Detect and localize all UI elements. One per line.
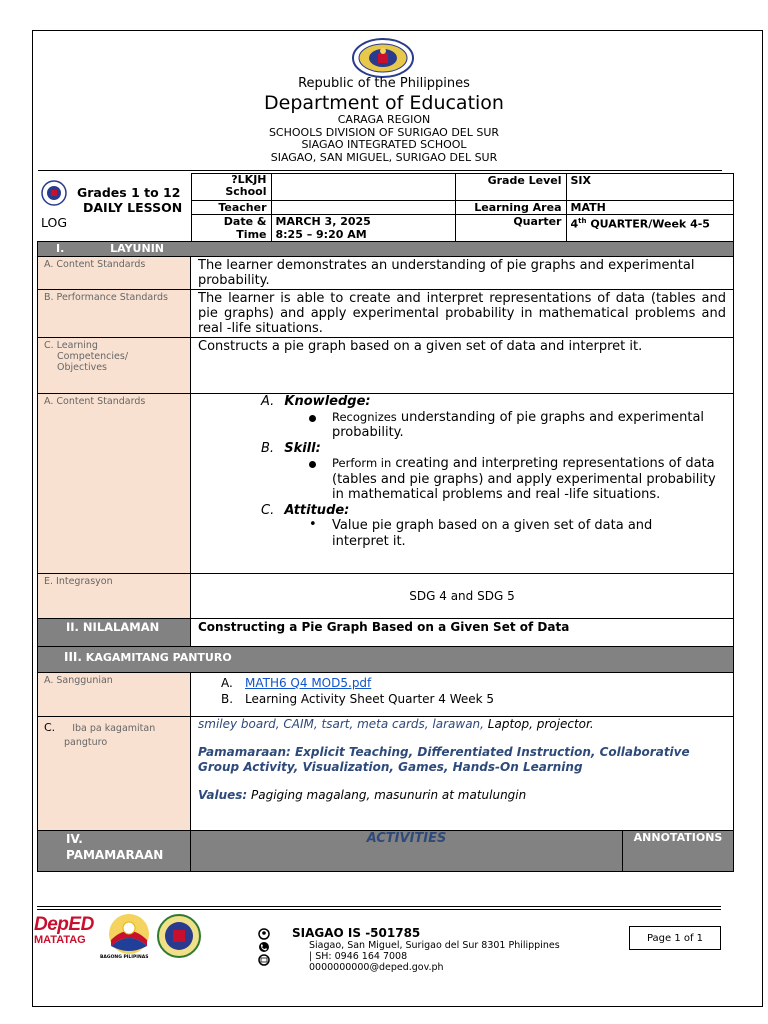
- grades-text: Grades 1 to 12: [77, 184, 181, 200]
- reference-b-letter: B.: [221, 692, 234, 706]
- lesson-plan-table: [37, 241, 734, 872]
- school-id-text: SIAGAO IS -501785: [292, 926, 421, 940]
- quarter-number: 4: [570, 217, 579, 231]
- email-icon: [258, 954, 270, 966]
- contact-icons: [258, 928, 272, 966]
- page-number-box: Page 1 of 1: [629, 926, 721, 950]
- date-time-value[interactable]: [271, 215, 455, 243]
- content-standards-label: A. Content Standards: [38, 257, 191, 290]
- teacher-label: Teacher: [191, 201, 271, 215]
- header-divider: [38, 170, 722, 171]
- iba-label-line1: Iba pa kagamitan: [72, 723, 156, 734]
- materials-line: [198, 717, 726, 732]
- reference-a: [221, 675, 733, 691]
- kagamitang-number: III.: [64, 650, 82, 664]
- knowledge-item: [191, 410, 733, 441]
- dll-text: DAILY LESSON: [83, 199, 183, 215]
- log-text: LOG: [41, 214, 68, 230]
- dll-title-cell: [37, 174, 191, 243]
- materials-text: smiley board, CAIM, tsart, meta cards, larawan,: [198, 717, 484, 731]
- small-bullet-icon: •: [309, 517, 317, 532]
- division-text: SCHOOLS DIVISION OF SURIGAO DEL SUR: [268, 125, 500, 139]
- kagamitang-header: [38, 647, 734, 673]
- time-value: 8:25 – 9:20 AM: [275, 228, 367, 241]
- attitude-letter: C.: [261, 502, 275, 518]
- materials-tail: Laptop, projector.: [483, 717, 594, 731]
- annotations-header: ANNOTATIONS: [623, 831, 734, 872]
- activities-header: ACTIVITIES: [191, 831, 623, 872]
- competencies-label: [38, 338, 191, 394]
- performance-standards-label: B. Performance Standards: [38, 290, 191, 338]
- skill-small-text: Perform in: [332, 456, 392, 470]
- deped-matatag-logo: [34, 914, 94, 946]
- grade-level-label: Grade Level: [455, 174, 566, 201]
- nilalaman-label: II. NILALAMAN: [38, 619, 191, 647]
- sanggunian-cell: [191, 673, 734, 717]
- objectives-label: A. Content Standards: [38, 394, 191, 574]
- skill-label: Skill:: [284, 440, 321, 456]
- date-value: MARCH 3, 2025: [275, 215, 371, 228]
- header-address-block: [0, 114, 768, 164]
- bagong-pilipinas-caption: BAGONG PILIPINAS: [100, 955, 149, 960]
- matatag-logo-text: MATATAG: [34, 934, 86, 946]
- footer-phone: | SH: 0946 164 7008: [309, 951, 408, 962]
- grade-level-value[interactable]: SIX: [566, 174, 733, 201]
- republic-text: Republic of the Philippines: [298, 76, 470, 91]
- learning-area-value[interactable]: MATH: [566, 201, 733, 215]
- performance-standards-text: The learner is able to create and interpret representations of data (tables and pie graphs) and apply experimental probability in mathematical problems and real -life situations.: [191, 290, 734, 338]
- deped-seal-small-icon: [41, 180, 67, 206]
- competencies-label-line2: Competencies/: [57, 351, 129, 362]
- teacher-value[interactable]: [271, 201, 455, 215]
- knowledge-letter: A.: [261, 394, 275, 409]
- division-seal-icon: [157, 912, 201, 960]
- deped-seal-icon: [351, 38, 415, 78]
- layunin-header: [38, 242, 734, 257]
- sanggunian-label: A. Sanggunian: [38, 673, 191, 717]
- integrasyon-text: SDG 4 and SDG 5: [191, 574, 734, 619]
- region-text: CARAGA REGION: [337, 113, 431, 126]
- bullet-icon: [309, 461, 316, 468]
- skill-item: [191, 456, 733, 503]
- department-title: Department of Education: [264, 92, 504, 114]
- footer-divider-top: [37, 906, 721, 907]
- attitude-item: [191, 518, 733, 549]
- competencies-label-line3: Objectives: [57, 362, 107, 373]
- skill-letter: B.: [261, 440, 275, 456]
- knowledge-text: understanding of pie graphs and experimental probability.: [332, 409, 705, 440]
- layunin-number: I.: [56, 242, 65, 255]
- deped-logo-text: DepED: [34, 914, 94, 935]
- bagong-pilipinas-logo-icon: [107, 912, 151, 956]
- reference-a-link[interactable]: MATH6 Q4 MOD5.pdf: [245, 676, 372, 690]
- phone-icon: [258, 941, 270, 953]
- knowledge-label: Knowledge:: [284, 394, 371, 409]
- school-text: SIAGAO INTEGRATED SCHOOL: [301, 138, 467, 151]
- pamamaraan-number: IV.: [66, 832, 83, 846]
- materials-cell: [191, 717, 734, 831]
- reference-a-letter: A.: [221, 676, 233, 690]
- pamamaraan-label: PAMAMARAAN: [66, 848, 164, 862]
- location-icon: [258, 928, 270, 940]
- date-label: Date & Time: [191, 215, 271, 243]
- objectives-cell: [191, 394, 734, 574]
- footer-contact-block: [309, 940, 560, 973]
- layunin-title: LAYUNIN: [110, 242, 164, 255]
- skill-text: creating and interpreting representations of data (tables and pie graphs) and apply experimental probability in mathematical problems and real -life situations.: [332, 456, 716, 502]
- values-text: Pagiging magalang, masunurin at matulungin: [247, 788, 527, 802]
- nilalaman-text: Constructing a Pie Graph Based on a Given Set of Data: [191, 619, 734, 647]
- bullet-icon: [309, 415, 316, 422]
- kagamitang-title: KAGAMITANG PANTURO: [85, 651, 232, 664]
- iba-label-line2: pangturo: [64, 737, 108, 748]
- quarter-sup: th: [578, 217, 587, 225]
- reference-b-text: Learning Activity Sheet Quarter 4 Week 5: [245, 692, 495, 706]
- values-label: Values:: [198, 788, 248, 802]
- footer-address: Siagao, San Miguel, Surigao del Sur 8301 Philippines: [309, 940, 560, 951]
- values-line: [198, 788, 726, 803]
- pamamaraan-header-label: [38, 831, 191, 872]
- competencies-label-line1: C. Learning: [44, 340, 98, 351]
- integrasyon-label: E. Integrasyon: [38, 574, 191, 619]
- knowledge-heading: [191, 394, 733, 410]
- footer-divider-bottom: [37, 909, 721, 910]
- attitude-label: Attitude:: [284, 502, 350, 518]
- learning-area-label: Learning Area: [455, 201, 566, 215]
- quarter-value[interactable]: [566, 215, 733, 243]
- school-label: ?LKJH School: [191, 174, 271, 201]
- iba-label: [38, 717, 191, 831]
- lesson-info-table: [37, 173, 734, 243]
- competencies-text: Constructs a pie graph based on a given set of data and interpret it.: [191, 338, 734, 394]
- address-text: SIAGAO, SAN MIGUEL, SURIGAO DEL SUR: [270, 150, 498, 164]
- knowledge-small-text: Recognizes: [332, 409, 397, 424]
- skill-heading: [191, 441, 733, 457]
- pamamaraan-methods: Pamamaraan: Explicit Teaching, Differentiated Instruction, Collaborative Group Activity, Visualization, Games, Hands-On Learning: [198, 745, 690, 774]
- content-standards-text: The learner demonstrates an understanding of pie graphs and experimental probability.: [191, 257, 734, 290]
- attitude-text: Value pie graph based on a given set of data and interpret it.: [332, 518, 653, 549]
- footer-email: 0000000000@deped.gov.ph: [309, 962, 444, 973]
- quarter-label: Quarter: [455, 215, 566, 243]
- reference-b: [221, 691, 733, 707]
- iba-letter: C.: [44, 721, 56, 734]
- school-value[interactable]: [271, 174, 455, 201]
- attitude-heading: [191, 503, 733, 519]
- quarter-rest: QUARTER/Week 4-5: [586, 217, 710, 231]
